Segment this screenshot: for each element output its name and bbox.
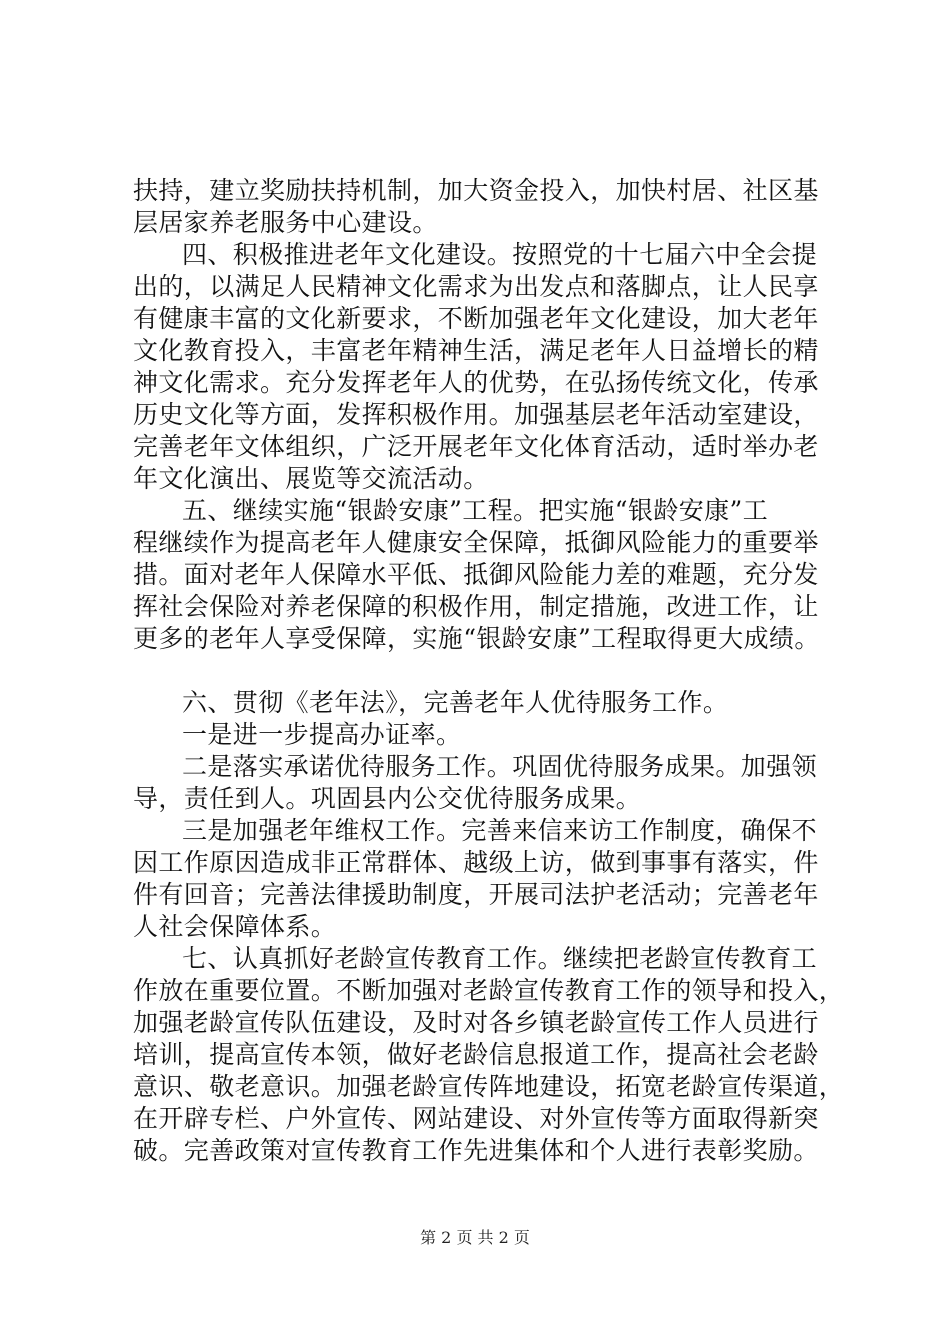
text-line: 措。面对老年人保障水平低、抵御风险能力差的难题，充分发 xyxy=(133,560,819,589)
text-line: 三是加强老年维权工作。完善来信来访工作制度，确保不 xyxy=(182,816,818,845)
text-line: 更多的老年人享受保障，实施“银龄安康”工程取得更大成绩。 xyxy=(133,624,820,653)
text-line: 有健康丰富的文化新要求，不断加强老年文化建设，加大老年 xyxy=(133,304,819,333)
text-line: 二是落实承诺优待服务工作。巩固优待服务成果。加强领 xyxy=(182,752,818,781)
text-line: 导，责任到人。巩固县内公交优待服务成果。 xyxy=(133,784,642,813)
paragraph-heading-5: 五、继续实施“银龄安康”工程。把实施“银龄安康”工 xyxy=(182,496,769,525)
text-line: 完善老年文体组织，广泛开展老年文化体育活动，适时举办老 xyxy=(133,432,819,461)
text-line: 文化教育投入，丰富老年精神生活，满足老年人日益增长的精 xyxy=(133,336,819,365)
text-line: 层居家养老服务中心建设。 xyxy=(133,208,438,237)
text-line: 因工作原因造成非正常群体、越级上访，做到事事有落实，件 xyxy=(133,848,819,877)
text-line: 培训，提高宣传本领，做好老龄信息报道工作，提高社会老龄 xyxy=(133,1040,819,1069)
text-line: 挥社会保险对养老保障的积极作用，制定措施，改进工作，让 xyxy=(133,592,819,621)
page-number-footer: 第 2 页 共 2 页 xyxy=(420,1228,530,1247)
text-line: 扶持，建立奖励扶持机制，加大资金投入，加快村居、社区基 xyxy=(133,176,819,205)
text-line: 作放在重要位置。不断加强对老龄宣传教育工作的领导和投入， xyxy=(133,976,845,1005)
paragraph-heading-7: 七、认真抓好老龄宣传教育工作。继续把老龄宣传教育工 xyxy=(182,944,818,973)
text-line: 人社会保障体系。 xyxy=(133,912,337,941)
paragraph-heading-6: 六、贯彻《老年法》，完善老年人优待服务工作。 xyxy=(182,688,729,717)
text-line: 历史文化等方面，发挥积极作用。加强基层老年活动室建设， xyxy=(133,400,819,429)
paragraph-heading-4: 四、积极推进老年文化建设。按照党的十七届六中全会提 xyxy=(182,240,818,269)
text-line: 神文化需求。充分发挥老年人的优势，在弘扬传统文化，传承 xyxy=(133,368,819,397)
text-line: 年文化演出、展览等交流活动。 xyxy=(133,464,489,493)
text-line: 破。完善政策对宣传教育工作先进集体和个人进行表彰奖励。 xyxy=(133,1136,819,1165)
text-line: 加强老龄宣传队伍建设，及时对各乡镇老龄宣传工作人员进行 xyxy=(133,1008,819,1037)
text-line: 一是进一步提高办证率。 xyxy=(182,720,462,749)
text-line: 程继续作为提高老年人健康安全保障，抵御风险能力的重要举 xyxy=(133,528,819,557)
text-line: 出的，以满足人民精神文化需求为出发点和落脚点，让人民享 xyxy=(133,272,819,301)
text-line: 在开辟专栏、户外宣传、网站建设、对外宣传等方面取得新突 xyxy=(133,1104,819,1133)
text-line: 意识、敬老意识。加强老龄宣传阵地建设，拓宽老龄宣传渠道， xyxy=(133,1072,845,1101)
text-line: 件有回音；完善法律援助制度，开展司法护老活动；完善老年 xyxy=(133,880,819,909)
